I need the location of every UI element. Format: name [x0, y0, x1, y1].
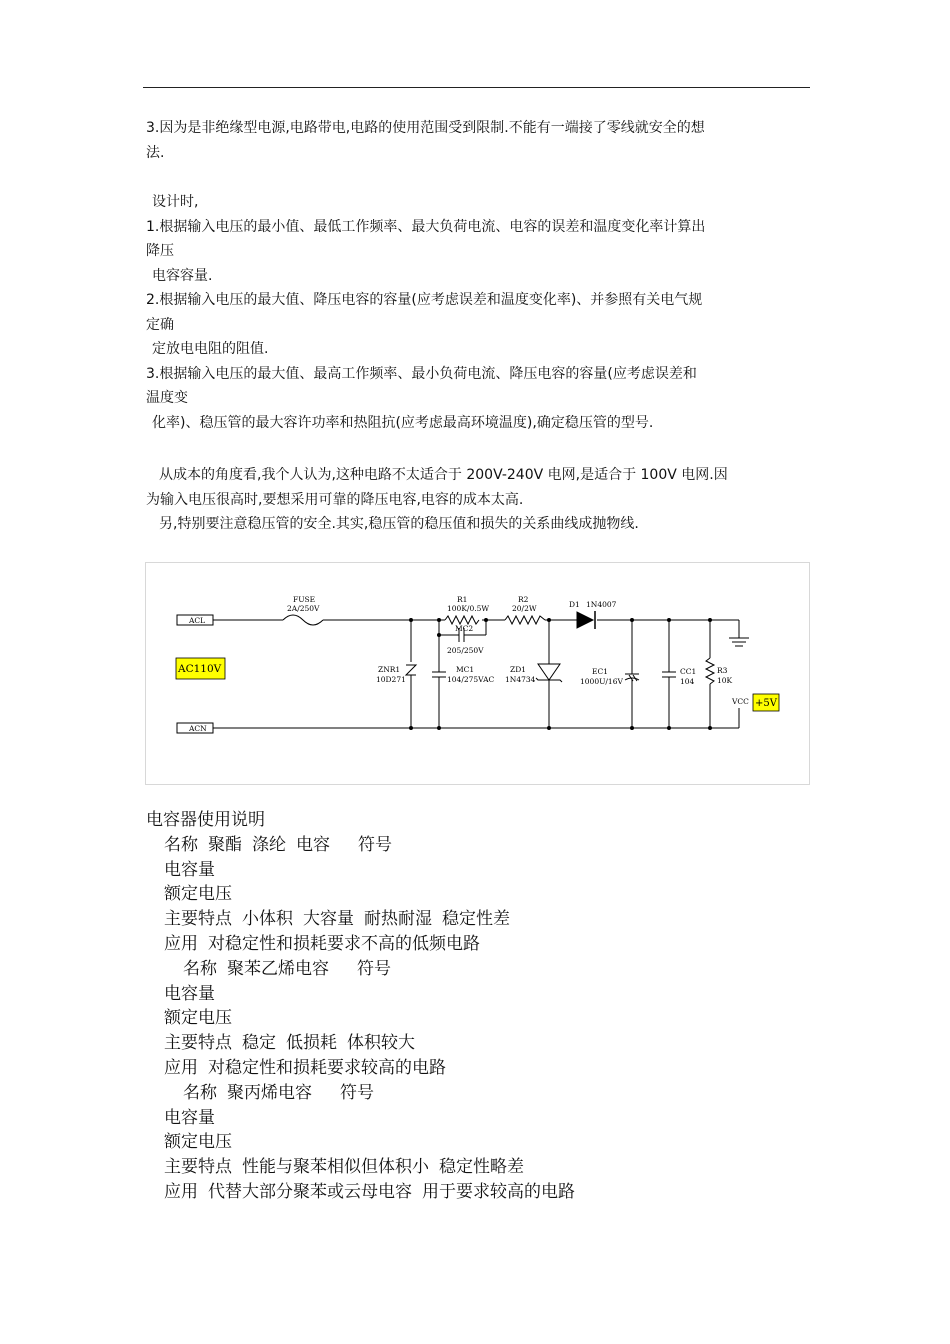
- cap2-voltage: 额定电压: [164, 1008, 232, 1029]
- design-item-2: 2.根据输入电压的最大值、降压电容的容量(应考虑误差和温度变化率)、并参照有关电气规: [146, 292, 703, 308]
- app-label: 应用: [164, 1181, 198, 1202]
- capacitor-usage-section: [146, 808, 810, 1205]
- vcc-label: VCC: [732, 697, 749, 706]
- feature: 稳定: [242, 1033, 276, 1054]
- cap3-capacity: 电容量: [164, 1107, 215, 1128]
- feature: 体积较大: [347, 1033, 415, 1054]
- junction-dot: [667, 726, 671, 730]
- ec1-value: 1000U/16V: [580, 677, 623, 686]
- cap2-name-row: [146, 957, 810, 982]
- design-item-3: 3.根据输入电压的最大值、最高工作频率、最小负荷电流、降压电容的容量(应考虑误差和: [146, 365, 697, 382]
- junction-dot: [708, 726, 712, 730]
- feature-label: 主要特点: [164, 1157, 232, 1178]
- name-label: 名称: [183, 958, 217, 979]
- diagram-frame: [146, 563, 810, 785]
- feature: 耐热耐湿: [364, 909, 432, 930]
- feature: 小体积: [242, 909, 293, 930]
- paragraph-insulation: [146, 116, 810, 165]
- d1-label: D1: [569, 600, 580, 609]
- name-label: 名称: [183, 1082, 217, 1103]
- cap1-features: [146, 907, 810, 932]
- app-text: 用于要求较高的电路: [422, 1181, 575, 1202]
- r3-label: R3: [717, 666, 728, 675]
- znr1-label: ZNR1: [378, 665, 401, 674]
- symbol-label: 符号: [358, 834, 392, 855]
- text-line: 法.: [146, 144, 165, 161]
- junction-dot: [409, 726, 413, 730]
- feature: 低损耗: [286, 1033, 337, 1054]
- zd1-label: ZD1: [510, 665, 526, 674]
- feature-label: 主要特点: [164, 1033, 232, 1054]
- fuse-label: FUSE: [293, 595, 316, 604]
- cap1-capacity: 电容量: [164, 859, 215, 880]
- r3-value: 10K: [717, 676, 733, 685]
- cap3-features: [146, 1155, 810, 1180]
- junction-dot: [630, 726, 634, 730]
- cap-name: 电容: [296, 834, 330, 855]
- feature: 性能与聚苯相似但体积小: [242, 1157, 429, 1178]
- r1-value: 100K/0.5W: [447, 604, 490, 613]
- design-item-3-cont: 温度变: [146, 390, 188, 406]
- design-intro: 设计时,: [152, 194, 199, 210]
- junction-dot: [437, 726, 441, 730]
- cap-name: 聚苯乙烯电容: [227, 958, 329, 979]
- mc1-value: 104/275VAC: [447, 675, 495, 684]
- cap3-application: [146, 1180, 810, 1205]
- header-rule: [143, 87, 810, 88]
- app-text: 代替大部分聚苯或云母电容: [208, 1181, 412, 1202]
- cap2-features: [146, 1031, 810, 1056]
- text-line: 另,特别要注意稳压管的安全.其实,稳压管的稳压值和损失的关系曲线成抛物线.: [159, 516, 639, 532]
- cap-name: 涤纶: [252, 834, 286, 855]
- symbol-label: 符号: [357, 958, 391, 979]
- feature: 稳定性差: [442, 909, 510, 930]
- ec1-label: EC1: [592, 667, 608, 676]
- junction-dot: [667, 618, 671, 622]
- feature-label: 主要特点: [164, 909, 232, 930]
- ac110v-label: AC110V: [178, 663, 222, 675]
- symbol-label: 符号: [340, 1082, 374, 1103]
- mc1-label: MC1: [456, 665, 475, 674]
- design-item-2-cont: 定确: [146, 316, 174, 333]
- design-item-1: 1.根据输入电压的最小值、最低工作频率、最大负荷电流、电容的误差和温度变化率计算出: [146, 218, 706, 235]
- junction-dot: [437, 633, 441, 637]
- cap-name: 聚酯: [208, 834, 242, 855]
- acl-label: ACL: [189, 616, 206, 625]
- cap1-voltage: 额定电压: [164, 884, 232, 905]
- mc2-label: MC2: [455, 624, 474, 633]
- junction-dot: [708, 618, 712, 622]
- junction-dot: [547, 618, 551, 622]
- znr1-value: 10D271: [376, 675, 406, 684]
- mc2-value: 205/250V: [447, 646, 484, 655]
- output-5v-label: +5V: [755, 698, 777, 709]
- text-line: 为输入电压很高时,要想采用可靠的降压电容,电容的成本太高.: [146, 491, 524, 508]
- design-item-1-cont: 电容容量.: [152, 267, 213, 284]
- app-label: 应用: [164, 1057, 198, 1078]
- r2-label: R2: [518, 595, 529, 604]
- junction-dot: [547, 726, 551, 730]
- junction-dot: [484, 618, 488, 622]
- cost-paragraph: [146, 463, 810, 537]
- design-section: [146, 190, 810, 435]
- text-line: 从成本的角度看,我个人认为,这种电路不太适合于 200V-240V 电网,是适合于 100V 电网.因: [159, 467, 728, 483]
- junction-dot: [409, 618, 413, 622]
- cap-name: 聚丙烯电容: [227, 1082, 312, 1103]
- design-item-3-cont: 化率)、稳压管的最大容许功率和热阻抗(应考虑最高环境温度),确定稳压管的型号.: [152, 414, 654, 431]
- fuse-value: 2A/250V: [287, 604, 320, 613]
- d1-value: 1N4007: [586, 600, 617, 609]
- cc1-label: CC1: [680, 667, 697, 676]
- cap3-voltage: 额定电压: [164, 1132, 232, 1153]
- r1-label: R1: [457, 595, 468, 604]
- app-label: 应用: [164, 933, 198, 954]
- circuit-diagram: [145, 562, 810, 785]
- feature: 大容量: [303, 909, 354, 930]
- app-text: 对稳定性和损耗要求不高的低频电路: [208, 933, 480, 954]
- zd1-value: 1N4734: [505, 675, 536, 684]
- cap1-name-row: [146, 833, 810, 858]
- section-title: 电容器使用说明: [146, 810, 265, 830]
- cap2-capacity: 电容量: [164, 983, 215, 1004]
- name-label: 名称: [164, 834, 198, 855]
- design-item-1-cont: 降压: [146, 243, 174, 259]
- app-text: 对稳定性和损耗要求较高的电路: [208, 1057, 446, 1078]
- design-item-2-cont: 定放电电阻的阻值.: [152, 341, 269, 357]
- cc1-value: 104: [680, 677, 695, 686]
- text-line: 3.因为是非绝缘型电源,电路带电,电路的使用范围受到限制.不能有一端接了零线就安全的想: [146, 120, 705, 136]
- cap1-application: [146, 932, 810, 957]
- junction-dot: [437, 618, 441, 622]
- junction-dot: [630, 618, 634, 622]
- feature: 稳定性略差: [439, 1157, 524, 1178]
- cap2-application: [146, 1056, 810, 1081]
- acn-label: ACN: [189, 724, 207, 733]
- cap3-name-row: [146, 1081, 810, 1106]
- r2-value: 20/2W: [512, 604, 537, 613]
